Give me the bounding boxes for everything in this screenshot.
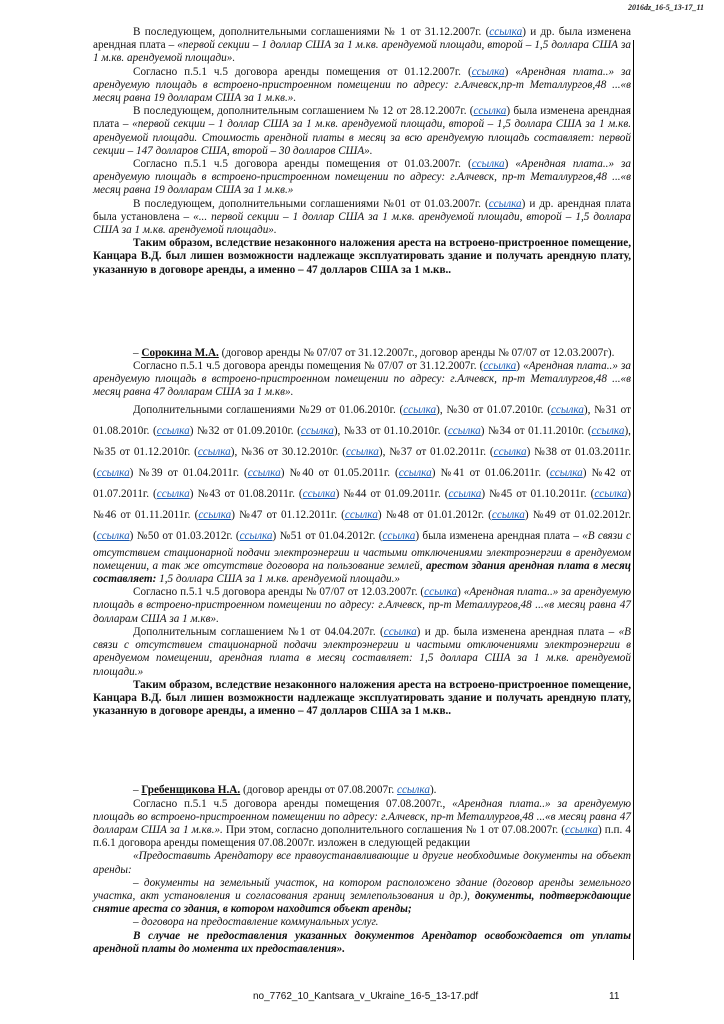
text: ) п.п. 4 п.6.1 договора аренды помещения 07.08.2007г. изложен в следующей редакции xyxy=(93,823,631,850)
source-link[interactable]: ссылка xyxy=(156,424,190,437)
source-link[interactable]: ссылка xyxy=(345,445,379,458)
text: ) и др. была изменена арендная плата – xyxy=(93,26,631,52)
text: ), №35 от 01.12.2010г. ( xyxy=(93,424,631,458)
page-header-stamp: 2016dz_16-5_13-17_11 xyxy=(628,3,704,12)
spacer xyxy=(93,718,631,784)
text: ) №45 от 01.10.2011г. ( xyxy=(481,487,595,500)
tenant-heading-sorokina xyxy=(93,347,631,360)
text: Дополнительным соглашением №1 от 04.04.207г. ( xyxy=(133,625,384,638)
quote: «Арендная плата..» за арендуемую площадь в встроено-пристроенном помещении по адресу: г.Алчевск, пр-т Металлургов,48 ...«в месяц равна 19 долларам США за 1 м.кв.» xyxy=(93,158,631,197)
text: ) №41 от 01.06.2011г. ( xyxy=(431,466,550,479)
source-link[interactable]: ссылка xyxy=(447,424,481,437)
paragraph xyxy=(93,626,631,679)
tenant-name: Сорокина М.А. xyxy=(141,346,219,359)
quote: «Арендная плата..» за арендуемую площадь во встроено-пристроенном помещении по адресу: г.Алчевск, пр-т Металлургов,48 ...«в месяц равна 47 долларам США за 1 м.кв.». xyxy=(93,797,632,836)
quote: «Арендная плата..» за арендуемую площадь в встроено-пристроенном помещении по адресу: г.Алчевск,пр-т Металлургов,48 ...«в месяц равна 19 долларам США за 1 м.кв.». xyxy=(93,65,631,105)
text: ) №50 от 01.03.2012г. ( xyxy=(129,529,240,542)
text: ) №34 от 01.11.2010г. ( xyxy=(480,424,592,437)
source-link[interactable]: ссылка xyxy=(383,625,417,638)
text: ) и др. арендная плата была установлена – xyxy=(93,197,631,223)
source-link[interactable]: ссылка xyxy=(302,487,336,500)
quote: «первой секции – 1 доллар США за 1 м.кв. арендуемой площади, второй – 1,5 доллара США за 1 м.кв. арендуемой площади». xyxy=(93,39,631,65)
text: ) xyxy=(504,65,516,78)
source-link[interactable]: ссылка xyxy=(594,487,628,500)
source-link[interactable]: ссылка xyxy=(156,487,190,500)
source-link[interactable]: ссылка xyxy=(471,65,505,78)
quote: «Арендная плата..» за арендуемую площадь в встроено-пристроенном помещении по адресу: г.Алчевск, пр-т Металлургов,48 ...«в месяц равна 47 долларам США за 1 м.кв». xyxy=(93,586,631,625)
conclusion-paragraph: Таким образом, вследствие незаконного наложения ареста на встроено-пристроенное помещение, Канцара В.Д. был лишен возможности надлежаще эксплуатировать здание и получать арендную плату, указанную в договоре аренды, а именно – 47 долларов США за 1 м.кв.. xyxy=(93,678,631,718)
quote-paragraph xyxy=(93,877,631,917)
text: ) №42 от 01.07.2011г. ( xyxy=(93,466,632,500)
text: ) xyxy=(516,360,524,373)
text: ) и др. была изменена арендная плата – xyxy=(416,625,619,638)
quote: 1,5 доллара США за 1 м.кв. арендуемой площади.» xyxy=(156,573,401,586)
source-link[interactable]: ссылка xyxy=(239,529,273,542)
source-link[interactable]: ссылка xyxy=(591,424,625,437)
text: ) №44 от 01.09.2011г. ( xyxy=(335,487,449,500)
text: ) №46 от 01.11.2011г. ( xyxy=(93,487,631,521)
source-link[interactable]: ссылка xyxy=(197,445,231,458)
source-link[interactable]: ссылка xyxy=(448,487,482,500)
text: ) №43 от 01.08.2011г. ( xyxy=(189,487,303,500)
source-link[interactable]: ссылка xyxy=(488,197,522,210)
quote: «... первой секции – 1 доллар США за 1 м.кв. арендуемой площади, второй – 1,5 доллара США за 1 м.кв. арендуемой площади». xyxy=(93,210,632,237)
source-link[interactable]: ссылка xyxy=(483,360,517,373)
source-link[interactable]: ссылка xyxy=(403,403,437,416)
text: (договор аренды от 07.08.2007г. xyxy=(240,784,397,797)
source-link[interactable]: ссылка xyxy=(96,529,130,542)
source-link[interactable]: ссылка xyxy=(550,403,584,416)
source-link[interactable]: ссылка xyxy=(398,466,432,479)
text: ) №48 от 01.01.2012г. ( xyxy=(377,508,492,521)
quote-paragraph: «Предоставить Арендатору все правоустанавливающие и другие необходимые документы на объект аренды: xyxy=(93,850,631,876)
text: ) xyxy=(457,586,464,599)
text: ) №40 от 01.05.2011г. ( xyxy=(280,466,399,479)
text: Согласно п.5.1 ч.5 договора аренды помещения от 01.12.2007г. ( xyxy=(133,65,472,78)
source-link[interactable]: ссылка xyxy=(493,445,527,458)
text: ), №37 от 01.02.2011г. ( xyxy=(378,445,494,458)
paragraph xyxy=(93,360,631,400)
paragraph xyxy=(93,198,631,238)
source-link[interactable]: ссылка xyxy=(247,466,281,479)
text: – xyxy=(133,784,142,797)
paragraph xyxy=(93,26,631,66)
text: ) №47 от 01.12.2011г. ( xyxy=(231,508,345,521)
source-link[interactable]: ссылка xyxy=(473,105,507,118)
tenant-name: Гребенщикова Н.А. xyxy=(141,784,241,797)
page-number: 11 xyxy=(609,991,620,1002)
agreements-list xyxy=(93,404,631,542)
document-body xyxy=(93,26,631,956)
source-link[interactable]: ссылка xyxy=(471,158,505,171)
text: ) №51 от 01.04.2012г. ( xyxy=(272,529,383,542)
quote: «Арендная плата..» за арендуемую площадь в встроено-пристроенном помещении по адресу: г.Алчевск, пр-т Металлургов,48 ...«в месяц равна 47 долларам США за 1 м.кв». xyxy=(93,360,631,399)
source-link[interactable]: ссылка xyxy=(96,466,130,479)
source-link[interactable]: ссылка xyxy=(397,784,430,797)
source-link[interactable]: ссылка xyxy=(300,424,334,437)
paragraph xyxy=(93,400,631,587)
conclusion-paragraph: Таким образом, вследствие незаконного наложения ареста на встроено-пристроенное помещение, Канцара В.Д. был лишен возможности надлежаще эксплуатировать здание и получать арендную плату, указанную в договоре аренды, а именно – 47 долларов США за 1 м.кв.. xyxy=(93,237,631,276)
tenant-heading-grebenshchikova xyxy=(93,784,631,797)
source-link[interactable]: ссылка xyxy=(382,529,416,542)
quote: «первой секции – 1 доллар США за 1 м.кв. арендуемой площади, второй – 1,5 доллара США за 1 м.кв. арендуемой площади. Стоимость арендной платы в месяц за всю арендуемую площадь составляет: первой секции – 147 долларов США, второй – 30 долларов США». xyxy=(93,118,631,157)
source-link[interactable]: ссылка xyxy=(344,508,378,521)
paragraph xyxy=(93,66,631,106)
text: Согласно п.5.1 ч.5 договора аренды помещения от 01.03.2007г. ( xyxy=(133,158,472,171)
quote: «В связи с отсутствием стационарной подачи электроэнергии и частыми отключениями электроэнергии в арендуемом помещении, арендная плата в месяц составляет: 1,5 доллара США за 1 м.кв. арендуемой площади.» xyxy=(93,625,632,678)
source-link[interactable]: ссылка xyxy=(491,508,525,521)
text: ) была изменена арендная плата – xyxy=(415,529,583,542)
text: ) xyxy=(504,158,516,171)
text: В последующем, дополнительными соглашениями №01 от 01.03.2007г. ( xyxy=(133,197,489,210)
text: Согласно п.5.1 ч.5 договора аренды № 07/07 от 12.03.2007г. ( xyxy=(133,586,425,599)
margin-line xyxy=(633,40,634,960)
text: ) №38 от 01.03.2011г. ( xyxy=(93,445,631,479)
source-link[interactable]: ссылка xyxy=(549,466,583,479)
text: При этом, согласно дополнительного соглашения № 1 от 07.08.2007г. ( xyxy=(222,823,565,836)
source-link[interactable]: ссылка xyxy=(198,508,232,521)
quote-bold: арестом здания арендная плата в месяц составляет: xyxy=(93,559,631,586)
text: Дополнительными соглашениями №29 от 01.06.2010г. ( xyxy=(133,403,404,416)
text: ) №32 от 01.09.2010г. ( xyxy=(189,424,301,437)
text: В последующем, дополнительным соглашением № 12 от 28.12.2007г. ( xyxy=(133,105,474,118)
text: ), №33 от 01.10.2010г. ( xyxy=(333,424,448,437)
paragraph xyxy=(93,158,631,198)
text: – xyxy=(133,346,142,359)
text: ). xyxy=(429,784,437,797)
quote-bold: документы, подтверждающие снятие ареста со здания, в котором находится объект аренды; xyxy=(93,889,631,916)
text: ) №39 от 01.04.2011г. ( xyxy=(129,466,248,479)
text: Согласно п.5.1 ч.5 договора аренды помещения № 07/07 от 31.12.2007г. ( xyxy=(133,360,484,373)
text: ) была изменена арендная плата – xyxy=(93,105,631,131)
source-link[interactable]: ссылка xyxy=(489,26,523,38)
text: ), №31 от 01.08.2010г. ( xyxy=(93,403,631,437)
text: ), №36 от 30.12.2010г. ( xyxy=(230,445,346,458)
text: Согласно п.5.1 ч.5 договора аренды помещения 07.08.2007г., xyxy=(133,797,453,810)
paragraph xyxy=(93,586,631,626)
text: – документы на земельный участок, на котором расположено здание (договор аренды земельного участка, акт установления и согласования границ землепользования и др.), xyxy=(93,876,631,902)
text: ), №30 от 01.07.2010г. ( xyxy=(436,403,551,416)
paragraph xyxy=(93,105,631,158)
quote: «В связи с отсутствием стационарной подачи электроэнергии и частыми отключениями электроэнергии в арендуемом помещении, а так же отсутствие договора на пользование землей, xyxy=(93,529,631,572)
quote-paragraph: – договора на предоставление коммунальных услуг. xyxy=(133,916,379,929)
source-link[interactable]: ссылка xyxy=(424,586,458,599)
text: В последующем, дополнительными соглашениями № 1 от 31.12.2007г. ( xyxy=(133,26,490,38)
spacer xyxy=(93,277,631,347)
footer-filename: no_7762_10_Kantsara_v_Ukraine_16-5_13-17.pdf xyxy=(253,991,479,1002)
text: (договор аренды № 07/07 от 31.12.2007г., договор аренды № 07/07 от 12.03.2007г). xyxy=(218,346,615,359)
paragraph xyxy=(93,798,631,851)
source-link[interactable]: ссылка xyxy=(565,823,598,836)
quote-paragraph: В случае не предоставления указанных документов Арендатор освобождается от уплаты арендной платы до момента их предоставления». xyxy=(93,929,631,955)
text: ) №49 от 01.02.2012г. ( xyxy=(93,508,631,542)
